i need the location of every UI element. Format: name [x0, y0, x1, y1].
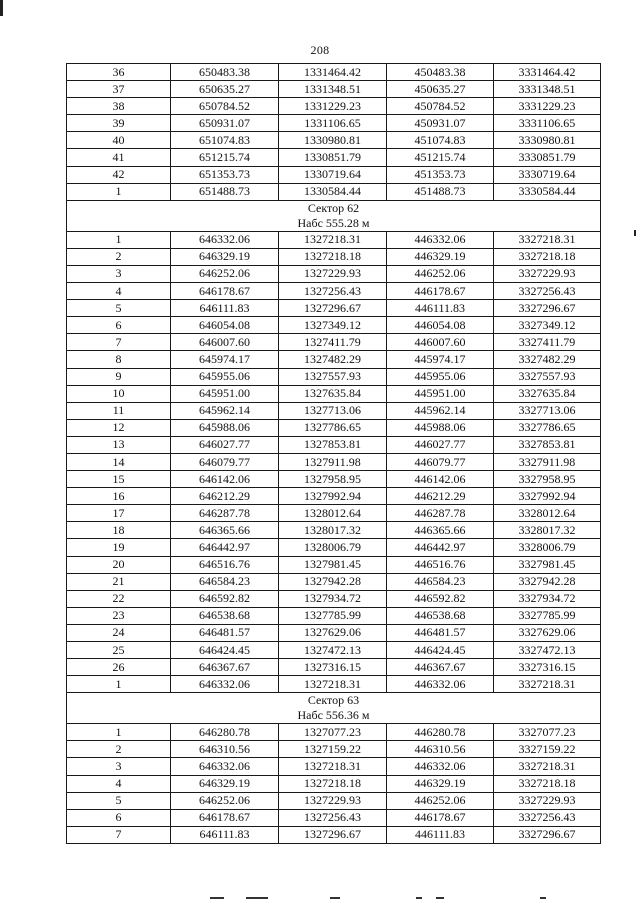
- coordinate-cell: 1330851.79: [279, 149, 387, 166]
- coordinate-cell: 1328017.32: [279, 522, 387, 539]
- coordinate-cell: 1328006.79: [279, 539, 387, 556]
- coordinate-cell: 3330584.44: [494, 183, 601, 200]
- coordinate-cell: 3327942.28: [494, 573, 601, 590]
- coordinate-cell: 3327159.22: [494, 741, 601, 758]
- coordinate-cell: 446367.67: [387, 659, 494, 676]
- point-number-cell: 26: [67, 659, 171, 676]
- point-number-cell: 1: [67, 676, 171, 693]
- coordinate-cell: 646332.06: [171, 758, 279, 775]
- coordinate-cell: 1327472.13: [279, 642, 387, 659]
- coordinate-cell: 3327958.95: [494, 471, 601, 488]
- coordinate-cell: 445962.14: [387, 402, 494, 419]
- coordinate-cell: 446212.29: [387, 488, 494, 505]
- coordinate-cell: 646027.77: [171, 436, 279, 453]
- coordinate-cell: 446252.06: [387, 792, 494, 809]
- coordinate-cell: 1327911.98: [279, 453, 387, 470]
- table-row: [67, 334, 601, 351]
- coordinate-cell: 446516.76: [387, 556, 494, 573]
- point-number-cell: 2: [67, 741, 171, 758]
- coordinate-cell: 650483.38: [171, 64, 279, 81]
- point-number-cell: 36: [67, 64, 171, 81]
- table-row: [67, 539, 601, 556]
- coordinate-cell: 1327629.06: [279, 624, 387, 641]
- point-number-cell: 2: [67, 248, 171, 265]
- coordinate-cell: 1327159.22: [279, 741, 387, 758]
- coordinate-cell: 645988.06: [171, 419, 279, 436]
- coordinate-cell: 3327635.84: [494, 385, 601, 402]
- coordinate-cell: 645951.00: [171, 385, 279, 402]
- coordinate-cell: 646592.82: [171, 590, 279, 607]
- coordinate-cell: 446424.45: [387, 642, 494, 659]
- coordinate-cell: 446584.23: [387, 573, 494, 590]
- coordinate-cell: 1327557.93: [279, 368, 387, 385]
- coordinate-cell: 3328006.79: [494, 539, 601, 556]
- coordinate-cell: 445974.17: [387, 351, 494, 368]
- table-row: [67, 132, 601, 149]
- table-row: [67, 659, 601, 676]
- coordinate-cell: 450483.38: [387, 64, 494, 81]
- point-number-cell: 1: [67, 231, 171, 248]
- point-number-cell: 1: [67, 724, 171, 741]
- table-row: [67, 300, 601, 317]
- coordinate-cell: 446365.66: [387, 522, 494, 539]
- point-number-cell: 38: [67, 98, 171, 115]
- coordinate-cell: 1327218.18: [279, 248, 387, 265]
- table-row: [67, 505, 601, 522]
- table-row: [67, 149, 601, 166]
- point-number-cell: 6: [67, 809, 171, 826]
- coordinate-cell: 3328012.64: [494, 505, 601, 522]
- coordinate-cell: 446178.67: [387, 809, 494, 826]
- coordinate-cell: 1327218.31: [279, 758, 387, 775]
- coordinate-cell: 446027.77: [387, 436, 494, 453]
- coordinate-cell: 651074.83: [171, 132, 279, 149]
- coordinate-cell: 1331348.51: [279, 81, 387, 98]
- point-number-cell: 42: [67, 166, 171, 183]
- coordinate-cell: 1327411.79: [279, 334, 387, 351]
- coordinate-cell: 1327296.67: [279, 826, 387, 843]
- coordinate-cell: 446538.68: [387, 607, 494, 624]
- sector-title: Сектор 63: [307, 693, 360, 708]
- table-row: [67, 351, 601, 368]
- coordinate-cell: 3327229.93: [494, 792, 601, 809]
- coordinate-cell: 446332.06: [387, 231, 494, 248]
- coordinate-cell: 646142.06: [171, 471, 279, 488]
- point-number-cell: 39: [67, 115, 171, 132]
- coordinate-cell: 1328012.64: [279, 505, 387, 522]
- table-row: [67, 624, 601, 641]
- table-row: [67, 81, 601, 98]
- scan-edge-mark: [0, 0, 3, 16]
- page-number: 208: [310, 43, 330, 57]
- point-number-cell: 19: [67, 539, 171, 556]
- coordinate-cell: 1327934.72: [279, 590, 387, 607]
- table-row: [67, 317, 601, 334]
- coordinate-cell: 651215.74: [171, 149, 279, 166]
- coordinate-cell: 1327229.93: [279, 265, 387, 282]
- table-row: [67, 453, 601, 470]
- table-row: [67, 809, 601, 826]
- coordinate-cell: 3327218.18: [494, 775, 601, 792]
- coordinate-cell: 446481.57: [387, 624, 494, 641]
- coordinate-cell: 1327218.31: [279, 676, 387, 693]
- point-number-cell: 3: [67, 265, 171, 282]
- coordinate-cell: 646538.68: [171, 607, 279, 624]
- table-row: [67, 676, 601, 693]
- coordinate-cell: 646287.78: [171, 505, 279, 522]
- coordinate-cell: 1327786.65: [279, 419, 387, 436]
- coordinate-cell: 651353.73: [171, 166, 279, 183]
- coordinate-cell: 1327218.31: [279, 231, 387, 248]
- table-row: [67, 573, 601, 590]
- point-number-cell: 3: [67, 758, 171, 775]
- coordinate-cell: 446111.83: [387, 826, 494, 843]
- coordinate-cell: 3327853.81: [494, 436, 601, 453]
- point-number-cell: 11: [67, 402, 171, 419]
- table-row: [67, 115, 601, 132]
- coordinate-cell: 3327911.98: [494, 453, 601, 470]
- coordinate-cell: 446007.60: [387, 334, 494, 351]
- table-row: [67, 98, 601, 115]
- coordinate-cell: 446310.56: [387, 741, 494, 758]
- coordinate-cell: 446079.77: [387, 453, 494, 470]
- table-row: [67, 248, 601, 265]
- coordinate-cell: 3327296.67: [494, 826, 601, 843]
- point-number-cell: 18: [67, 522, 171, 539]
- point-number-cell: 1: [67, 183, 171, 200]
- coordinate-cell: 646054.08: [171, 317, 279, 334]
- coordinate-cell: 646079.77: [171, 453, 279, 470]
- point-number-cell: 6: [67, 317, 171, 334]
- table-row: [67, 402, 601, 419]
- table-row: [67, 826, 601, 843]
- coordinate-cell: 3327482.29: [494, 351, 601, 368]
- coordinate-cell: 3327256.43: [494, 283, 601, 300]
- point-number-cell: 15: [67, 471, 171, 488]
- coordinate-cell: 646329.19: [171, 775, 279, 792]
- table-row: [67, 419, 601, 436]
- coordinate-cell: 650931.07: [171, 115, 279, 132]
- coordinate-cell: 3327557.93: [494, 368, 601, 385]
- coordinate-cell: 3330719.64: [494, 166, 601, 183]
- coordinate-cell: 3327349.12: [494, 317, 601, 334]
- table-row: [67, 642, 601, 659]
- point-number-cell: 13: [67, 436, 171, 453]
- coordinate-cell: 650635.27: [171, 81, 279, 98]
- coordinate-cell: 1327218.18: [279, 775, 387, 792]
- coordinate-cell: 451353.73: [387, 166, 494, 183]
- table-row: [67, 758, 601, 775]
- coordinate-cell: 446142.06: [387, 471, 494, 488]
- coordinate-cell: 451488.73: [387, 183, 494, 200]
- table-row: [67, 792, 601, 809]
- coordinate-cell: 3327316.15: [494, 659, 601, 676]
- coordinate-cell: 1327981.45: [279, 556, 387, 573]
- coordinate-cell: 451215.74: [387, 149, 494, 166]
- scan-bottom-noise: [0, 897, 640, 903]
- coordinate-cell: 445988.06: [387, 419, 494, 436]
- coordinate-cell: 646178.67: [171, 283, 279, 300]
- coordinate-cell: 1327256.43: [279, 809, 387, 826]
- coordinate-cell: 646332.06: [171, 676, 279, 693]
- coordinate-cell: 446252.06: [387, 265, 494, 282]
- coordinate-cell: 3330980.81: [494, 132, 601, 149]
- coordinate-cell: 446332.06: [387, 676, 494, 693]
- coordinate-cell: 646516.76: [171, 556, 279, 573]
- coordinate-cell: 446592.82: [387, 590, 494, 607]
- coordinate-cell: 645955.06: [171, 368, 279, 385]
- point-number-cell: 12: [67, 419, 171, 436]
- coordinate-cell: 446178.67: [387, 283, 494, 300]
- coordinate-cell: 1327349.12: [279, 317, 387, 334]
- coordinate-cell: 646584.23: [171, 573, 279, 590]
- sector-height: Набс 556.36 м: [297, 708, 370, 723]
- coordinates-table: [66, 63, 601, 844]
- coordinate-cell: 3327218.31: [494, 676, 601, 693]
- coordinate-cell: 1327077.23: [279, 724, 387, 741]
- coordinate-cell: 3331229.23: [494, 98, 601, 115]
- coordinate-cell: 450784.52: [387, 98, 494, 115]
- point-number-cell: 5: [67, 792, 171, 809]
- coordinate-cell: 646212.29: [171, 488, 279, 505]
- coordinate-cell: 3330851.79: [494, 149, 601, 166]
- coordinate-cell: 3327229.93: [494, 265, 601, 282]
- coordinate-cell: 1327713.06: [279, 402, 387, 419]
- table-row: [67, 231, 601, 248]
- point-number-cell: 22: [67, 590, 171, 607]
- point-number-cell: 17: [67, 505, 171, 522]
- coordinate-cell: 3327077.23: [494, 724, 601, 741]
- coordinate-cell: 3328017.32: [494, 522, 601, 539]
- sector-title: Сектор 62: [307, 200, 360, 215]
- coordinate-cell: 1327482.29: [279, 351, 387, 368]
- table-row: [67, 590, 601, 607]
- table-row: [67, 741, 601, 758]
- coordinate-cell: 446280.78: [387, 724, 494, 741]
- table-row: [67, 471, 601, 488]
- coordinate-cell: 3327934.72: [494, 590, 601, 607]
- coordinate-cell: 1331229.23: [279, 98, 387, 115]
- coordinate-cell: 3331106.65: [494, 115, 601, 132]
- coordinate-cell: 646007.60: [171, 334, 279, 351]
- coordinate-cell: 445951.00: [387, 385, 494, 402]
- coordinate-cell: 1330584.44: [279, 183, 387, 200]
- coordinate-cell: 1327853.81: [279, 436, 387, 453]
- coordinate-cell: 646111.83: [171, 300, 279, 317]
- coordinate-cell: 650784.52: [171, 98, 279, 115]
- coordinate-cell: 1331106.65: [279, 115, 387, 132]
- point-number-cell: 4: [67, 283, 171, 300]
- point-number-cell: 7: [67, 826, 171, 843]
- coordinate-cell: 3331348.51: [494, 81, 601, 98]
- coordinate-cell: 3327218.31: [494, 758, 601, 775]
- table-row: [67, 283, 601, 300]
- point-number-cell: 14: [67, 453, 171, 470]
- scan-edge-mark: [634, 230, 636, 236]
- table-row: [67, 724, 601, 741]
- table-row: [67, 64, 601, 81]
- coordinate-cell: 446442.97: [387, 539, 494, 556]
- coordinate-cell: 1327256.43: [279, 283, 387, 300]
- sector-heading-row: [67, 200, 601, 231]
- coordinate-cell: 645974.17: [171, 351, 279, 368]
- coordinate-cell: 646442.97: [171, 539, 279, 556]
- coordinate-cell: 1327992.94: [279, 488, 387, 505]
- point-number-cell: 9: [67, 368, 171, 385]
- point-number-cell: 21: [67, 573, 171, 590]
- coordinate-cell: 3327992.94: [494, 488, 601, 505]
- table-row: [67, 436, 601, 453]
- coordinate-cell: 3327296.67: [494, 300, 601, 317]
- coordinate-cell: 651488.73: [171, 183, 279, 200]
- coordinate-cell: 446332.06: [387, 758, 494, 775]
- coordinate-cell: 3327472.13: [494, 642, 601, 659]
- sector-heading: [67, 693, 601, 724]
- table-row: [67, 368, 601, 385]
- coordinate-cell: 3327981.45: [494, 556, 601, 573]
- point-number-cell: 23: [67, 607, 171, 624]
- coordinate-cell: 3327786.65: [494, 419, 601, 436]
- point-number-cell: 5: [67, 300, 171, 317]
- coordinate-cell: 1327296.67: [279, 300, 387, 317]
- point-number-cell: 24: [67, 624, 171, 641]
- point-number-cell: 16: [67, 488, 171, 505]
- coordinate-cell: 1330980.81: [279, 132, 387, 149]
- point-number-cell: 7: [67, 334, 171, 351]
- table-row: [67, 265, 601, 282]
- table-row: [67, 166, 601, 183]
- coordinate-cell: 646365.66: [171, 522, 279, 539]
- point-number-cell: 25: [67, 642, 171, 659]
- coordinate-cell: 3327218.18: [494, 248, 601, 265]
- coordinate-cell: 1327942.28: [279, 573, 387, 590]
- coordinates-table-body: [67, 64, 601, 844]
- coordinate-cell: 446329.19: [387, 248, 494, 265]
- table-row: [67, 183, 601, 200]
- table-row: [67, 522, 601, 539]
- coordinate-cell: 450635.27: [387, 81, 494, 98]
- coordinate-cell: 3327218.31: [494, 231, 601, 248]
- point-number-cell: 37: [67, 81, 171, 98]
- sector-height: Набс 555.28 м: [297, 215, 370, 230]
- coordinate-cell: 646424.45: [171, 642, 279, 659]
- sector-heading: [67, 200, 601, 231]
- coordinate-cell: 646280.78: [171, 724, 279, 741]
- point-number-cell: 20: [67, 556, 171, 573]
- coordinate-cell: 1327229.93: [279, 792, 387, 809]
- coordinate-cell: 446054.08: [387, 317, 494, 334]
- point-number-cell: 41: [67, 149, 171, 166]
- coordinate-cell: 446111.83: [387, 300, 494, 317]
- coordinate-cell: 1327785.99: [279, 607, 387, 624]
- coordinate-cell: 450931.07: [387, 115, 494, 132]
- table-row: [67, 556, 601, 573]
- coordinate-cell: 446329.19: [387, 775, 494, 792]
- sector-heading-row: [67, 693, 601, 724]
- point-number-cell: 8: [67, 351, 171, 368]
- point-number-cell: 4: [67, 775, 171, 792]
- point-number-cell: 10: [67, 385, 171, 402]
- coordinate-cell: 646481.57: [171, 624, 279, 641]
- coordinate-cell: 3327256.43: [494, 809, 601, 826]
- table-row: [67, 607, 601, 624]
- coordinate-cell: 1327958.95: [279, 471, 387, 488]
- coordinate-cell: 3327629.06: [494, 624, 601, 641]
- coordinate-cell: 445955.06: [387, 368, 494, 385]
- point-number-cell: 40: [67, 132, 171, 149]
- coordinate-cell: 1330719.64: [279, 166, 387, 183]
- coordinate-cell: 646178.67: [171, 809, 279, 826]
- coordinate-cell: 3331464.42: [494, 64, 601, 81]
- coordinate-cell: 1331464.42: [279, 64, 387, 81]
- coordinate-cell: 646332.06: [171, 231, 279, 248]
- table-row: [67, 385, 601, 402]
- coordinate-cell: 646367.67: [171, 659, 279, 676]
- coordinate-cell: 646329.19: [171, 248, 279, 265]
- coordinate-cell: 451074.83: [387, 132, 494, 149]
- coordinate-cell: 3327785.99: [494, 607, 601, 624]
- coordinate-cell: 446287.78: [387, 505, 494, 522]
- coordinate-cell: 646310.56: [171, 741, 279, 758]
- coordinate-cell: 1327316.15: [279, 659, 387, 676]
- coordinate-cell: 3327713.06: [494, 402, 601, 419]
- coordinate-cell: 645962.14: [171, 402, 279, 419]
- table-row: [67, 488, 601, 505]
- coordinate-cell: 1327635.84: [279, 385, 387, 402]
- coordinate-cell: 646252.06: [171, 265, 279, 282]
- coordinate-cell: 646252.06: [171, 792, 279, 809]
- coordinate-cell: 646111.83: [171, 826, 279, 843]
- table-row: [67, 775, 601, 792]
- coordinate-cell: 3327411.79: [494, 334, 601, 351]
